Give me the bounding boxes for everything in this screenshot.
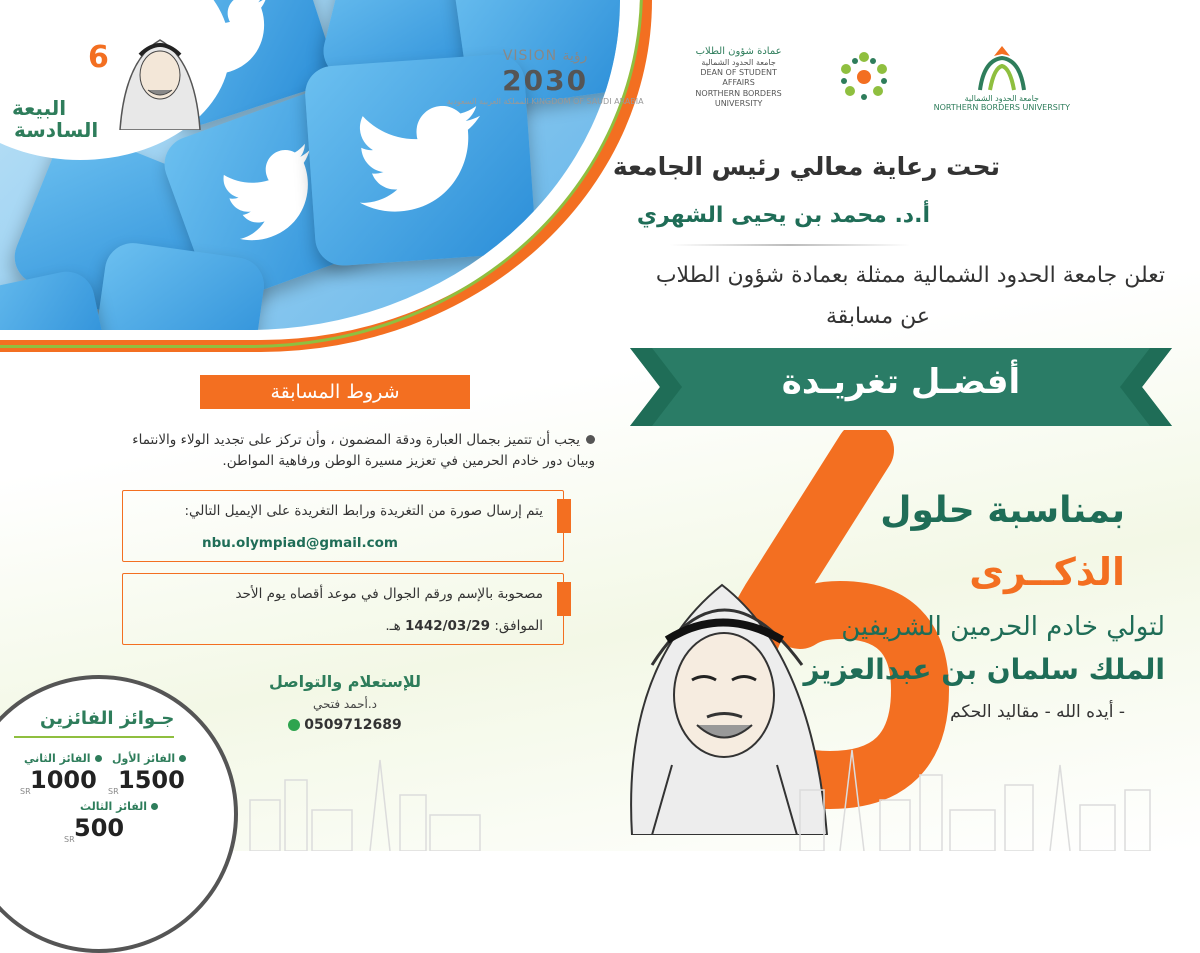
competition-title: أفضـل تغريـدة xyxy=(781,362,1021,402)
condition-bullet xyxy=(75,430,595,472)
twitter-bird-icon xyxy=(351,103,488,217)
deadline-text: مصحوبة بالإسم ورقم الجوال في موعد أقصاه يوم الأحد xyxy=(235,586,543,602)
submission-box xyxy=(122,490,564,562)
flower-emblem-icon xyxy=(834,47,894,107)
occasion-line-5: - أيده الله - مقاليد الحكم xyxy=(950,702,1125,722)
deadline-box xyxy=(122,573,564,645)
logos-bar xyxy=(447,42,1070,112)
announcement-line: تعلن جامعة الحدود الشمالية ممثلة بعمادة شؤون الطلاب xyxy=(655,263,1165,288)
first-prize-value: 1500 xyxy=(118,766,185,794)
university-emblem-icon xyxy=(970,42,1034,92)
submission-text: يتم إرسال صورة من التغريدة ورابط التغريدة على الإيميل التالي: xyxy=(184,503,543,519)
prizes-underline xyxy=(14,736,174,738)
second-prize-value: 1000 xyxy=(30,766,97,794)
currency-sr: SR xyxy=(108,787,119,796)
competition-line: عن مسابقة xyxy=(825,304,930,329)
occasion-line-3: لتولي خادم الحرمين الشريفين xyxy=(841,612,1165,642)
condition-line-1: يجب أن تتميز بجمال العبارة ودقة المضمون ، وأن تركز على تجديد الولاء والانتماء xyxy=(132,432,580,448)
city-skyline xyxy=(240,740,1200,851)
contact-title: للإستعلام والتواصل xyxy=(268,672,422,691)
bayaa-line-2: السادسة xyxy=(14,118,99,142)
occasion-line-2: الذكــرى xyxy=(969,550,1125,594)
currency-sr: SR xyxy=(64,835,75,844)
vision-subtitle: المملكة العربية السعودية KINGDOM OF SAUDI ARABIA xyxy=(446,97,644,106)
contact-name: د.أحمد فتحي xyxy=(312,697,378,711)
vision-year: 2030 xyxy=(502,64,589,97)
vision-2030-logo xyxy=(447,48,644,106)
bayaa-line-1: البيعة xyxy=(12,96,67,120)
phone-number: 0509712689 xyxy=(304,717,402,733)
dean-ar-uni: جامعة الحدود الشمالية xyxy=(701,57,776,67)
university-ar: جامعة الحدود الشمالية xyxy=(964,94,1039,103)
title-banner xyxy=(630,348,1172,426)
dean-en-uni: NORTHERN BORDERS UNIVERSITY xyxy=(695,88,782,109)
dean-en: DEAN OF STUDENT AFFAIRS xyxy=(700,67,777,88)
divider xyxy=(670,244,910,246)
third-prize-value: 500 xyxy=(74,814,125,842)
whatsapp-icon xyxy=(288,719,300,731)
dean-student-affairs-logo xyxy=(684,45,794,110)
occasion-line-1: بمناسبة حلول xyxy=(880,490,1125,531)
dean-ar: عمادة شؤون الطلاب xyxy=(695,45,782,57)
vision-word: VISION رؤية xyxy=(502,48,588,64)
currency-sr: SR xyxy=(20,787,31,796)
third-prize-label: الفائز الثالث xyxy=(80,800,158,813)
university-logo xyxy=(934,42,1070,112)
email-address[interactable]: nbu.olympiad@gmail.com xyxy=(202,535,398,551)
deadline-date xyxy=(385,618,543,634)
contact-phone[interactable] xyxy=(250,717,440,733)
king-portrait-small xyxy=(110,20,210,130)
contact-section xyxy=(250,672,440,733)
second-prize-label: الفائز الثاني xyxy=(24,752,102,765)
bayaa-number: 6 xyxy=(88,40,109,75)
bullet-dot xyxy=(586,435,595,444)
condition-line-2: وبيان دور خادم الحرمين في تعزيز مسيرة الوطن ورفاهية المواطن. xyxy=(222,452,595,469)
date-value: 1442/03/29 xyxy=(405,618,491,634)
king-name: الملك سلمان بن عبدالعزيز xyxy=(803,653,1165,686)
patronage-heading: تحت رعاية معالي رئيس الجامعة xyxy=(612,152,1000,181)
conditions-title: شروط المسابقة xyxy=(200,375,470,409)
prizes-title: جـوائز الفائزين xyxy=(40,708,175,729)
box-tab xyxy=(557,582,571,616)
date-suffix: هـ. xyxy=(385,618,401,634)
box-tab xyxy=(557,499,571,533)
first-prize-label: الفائز الأول xyxy=(112,752,186,765)
president-name: أ.د. محمد بن يحيى الشهري xyxy=(636,203,930,228)
date-label: الموافق: xyxy=(494,618,543,634)
university-en: NORTHERN BORDERS UNIVERSITY xyxy=(933,103,1070,112)
